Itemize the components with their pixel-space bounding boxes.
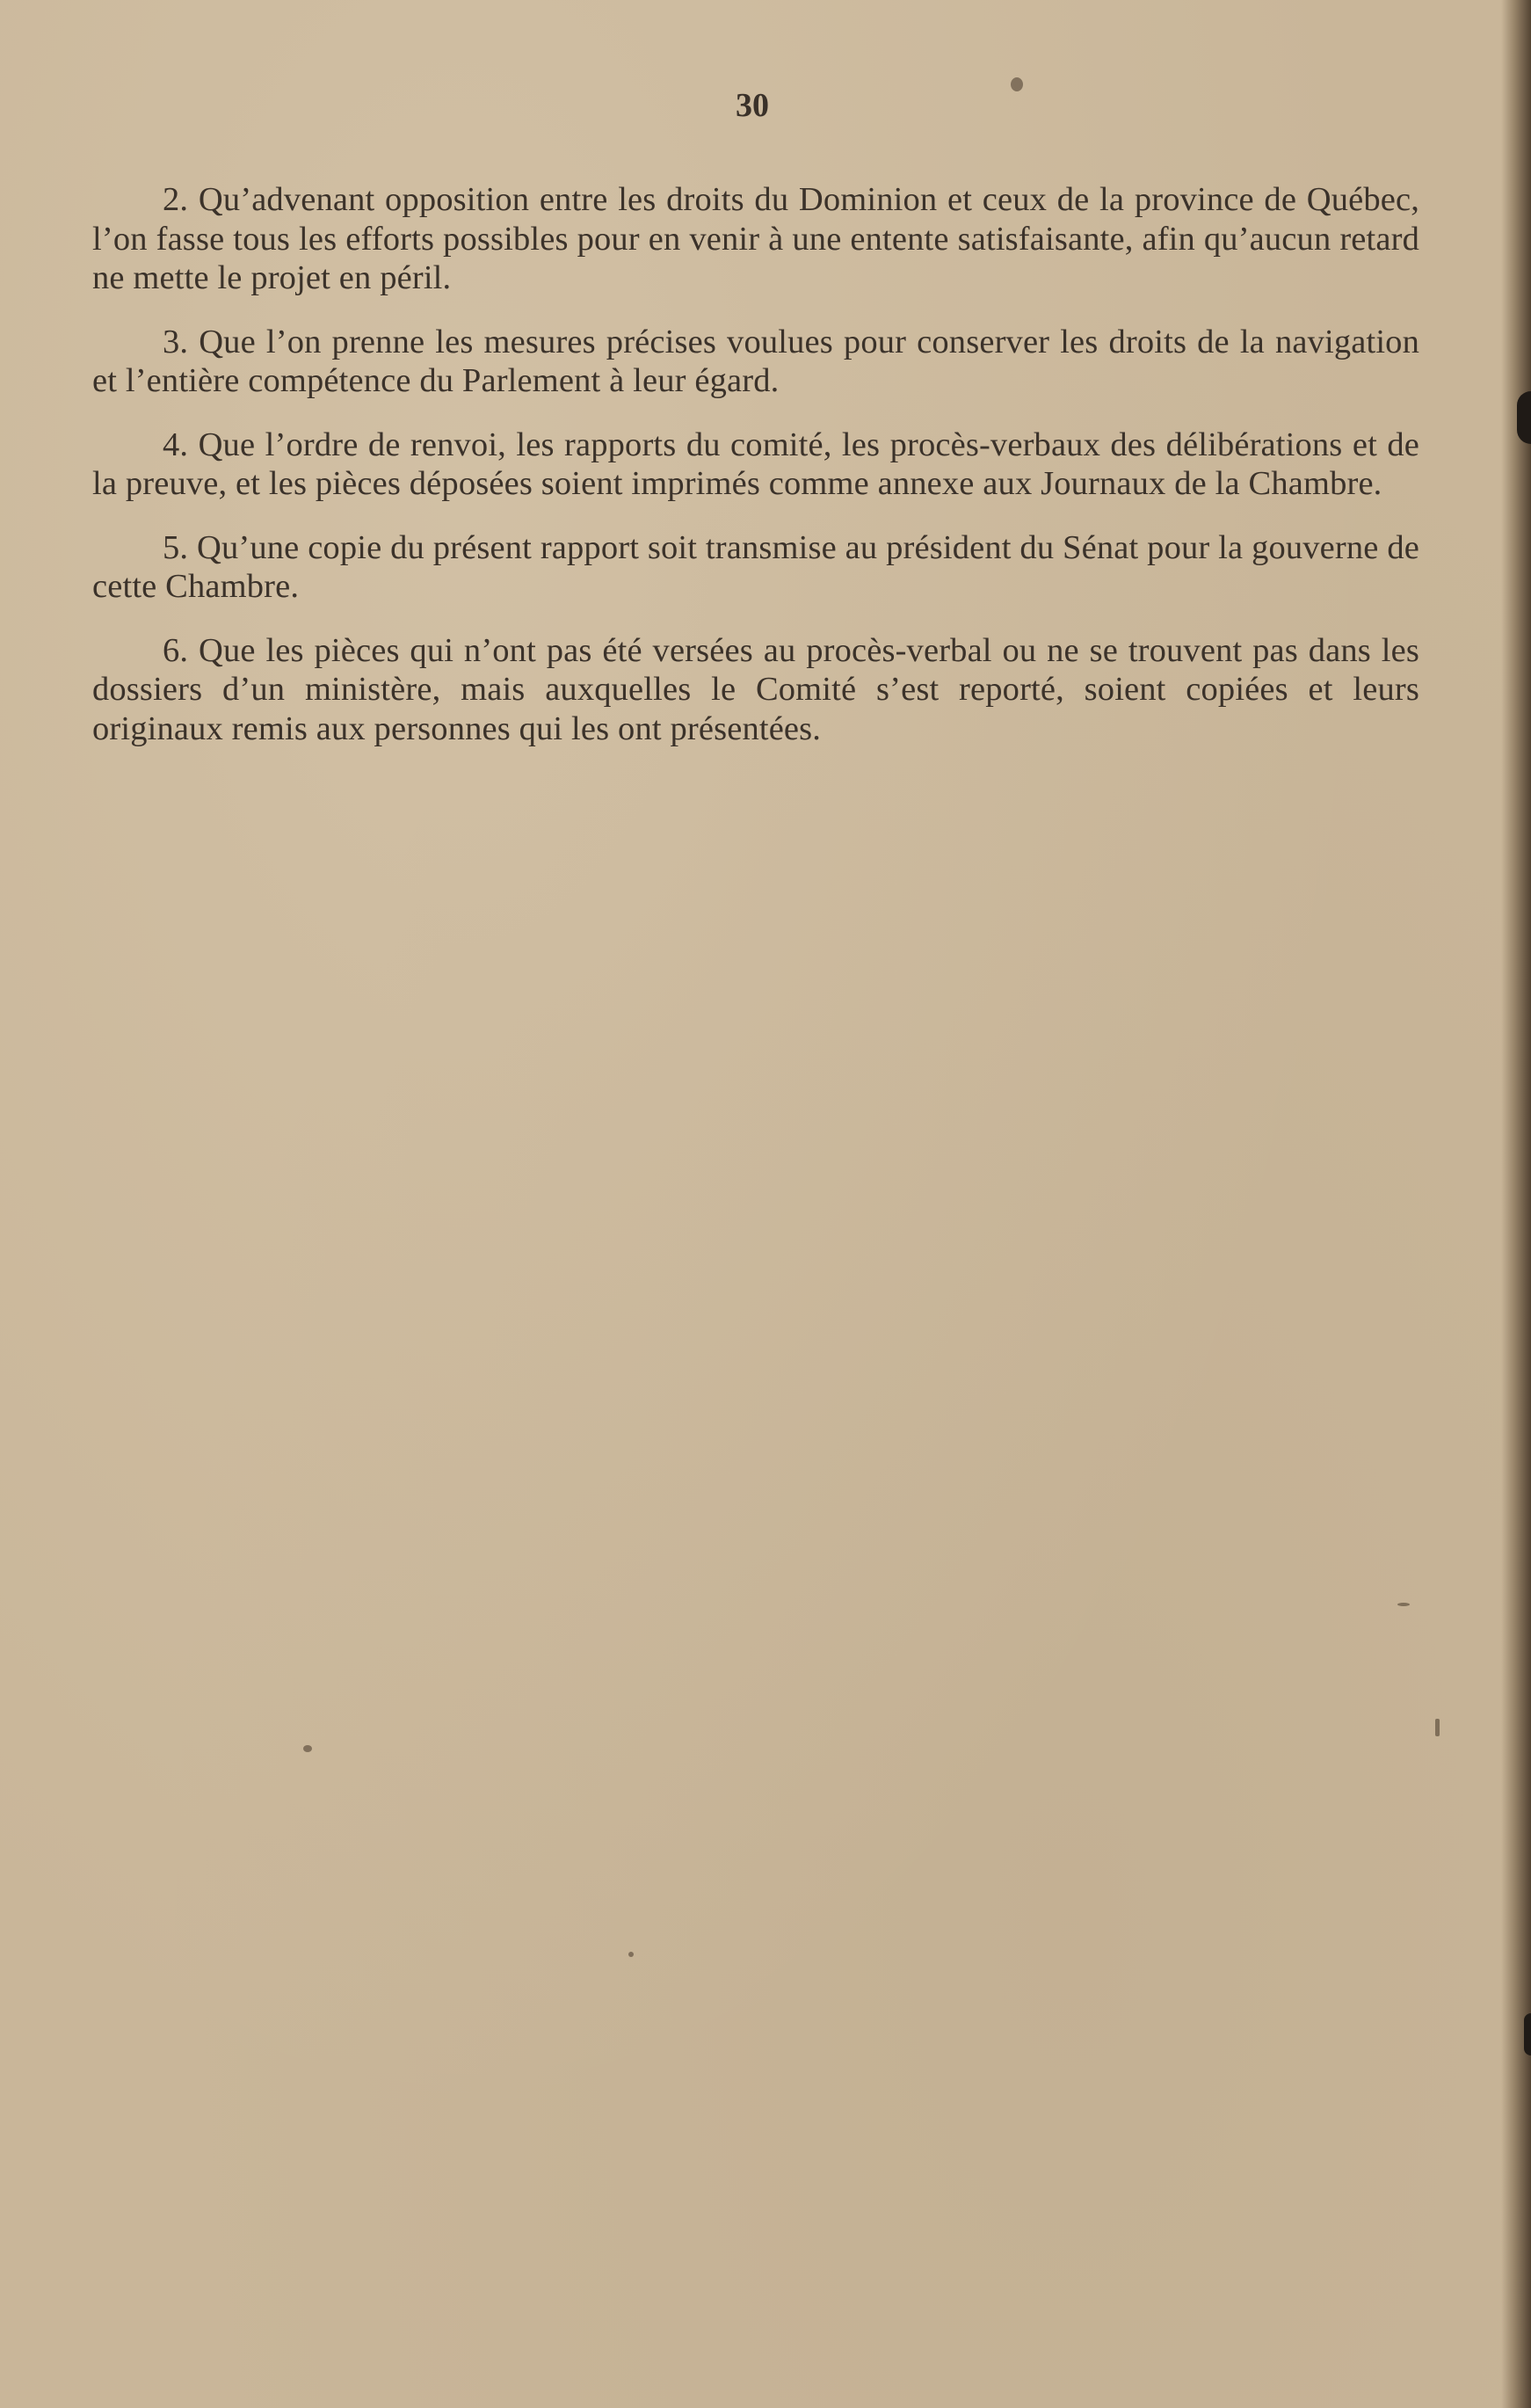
paper-speck: [628, 1952, 634, 1957]
recommendation-paragraph-6: 6. Que les pièces qui n’ont pas été versées au procès-verbal ou ne se trouvent pas dans les dossiers d’un ministère, mais auxquelles le Comité s’est reporté, soient copiées et leurs originaux remis aux personnes qui les ont présentées.: [92, 631, 1419, 747]
paper-speck: [1397, 1603, 1410, 1606]
paper-speck: [303, 1745, 312, 1752]
report-recommendations: [92, 180, 1419, 773]
recommendation-paragraph-5: 5. Qu’une copie du présent rapport soit transmise au président du Sénat pour la gouverne de cette Chambre.: [92, 528, 1419, 605]
page-number: 30: [736, 87, 769, 124]
recommendation-paragraph-3: 3. Que l’on prenne les mesures précises voulues pour conserver les droits de la navigation et l’entière compétence du Parlement à leur égard.: [92, 323, 1419, 399]
paper-speck: [1435, 1719, 1440, 1736]
binding-hole-bottom: [1524, 2013, 1531, 2055]
recommendation-paragraph-4: 4. Que l’ordre de renvoi, les rapports du comité, les procès-verbaux des délibérations et de la preuve, et les pièces déposées soient imprimés comme annexe aux Journaux de la Chambre.: [92, 426, 1419, 502]
binding-hole-top: [1517, 391, 1531, 444]
recommendation-paragraph-2: 2. Qu’advenant opposition entre les droits du Dominion et ceux de la province de Québec, l’on fasse tous les efforts possibles pour en venir à une entente satisfaisante, afin qu’aucun retard ne mette le projet en péril.: [92, 181, 1419, 296]
